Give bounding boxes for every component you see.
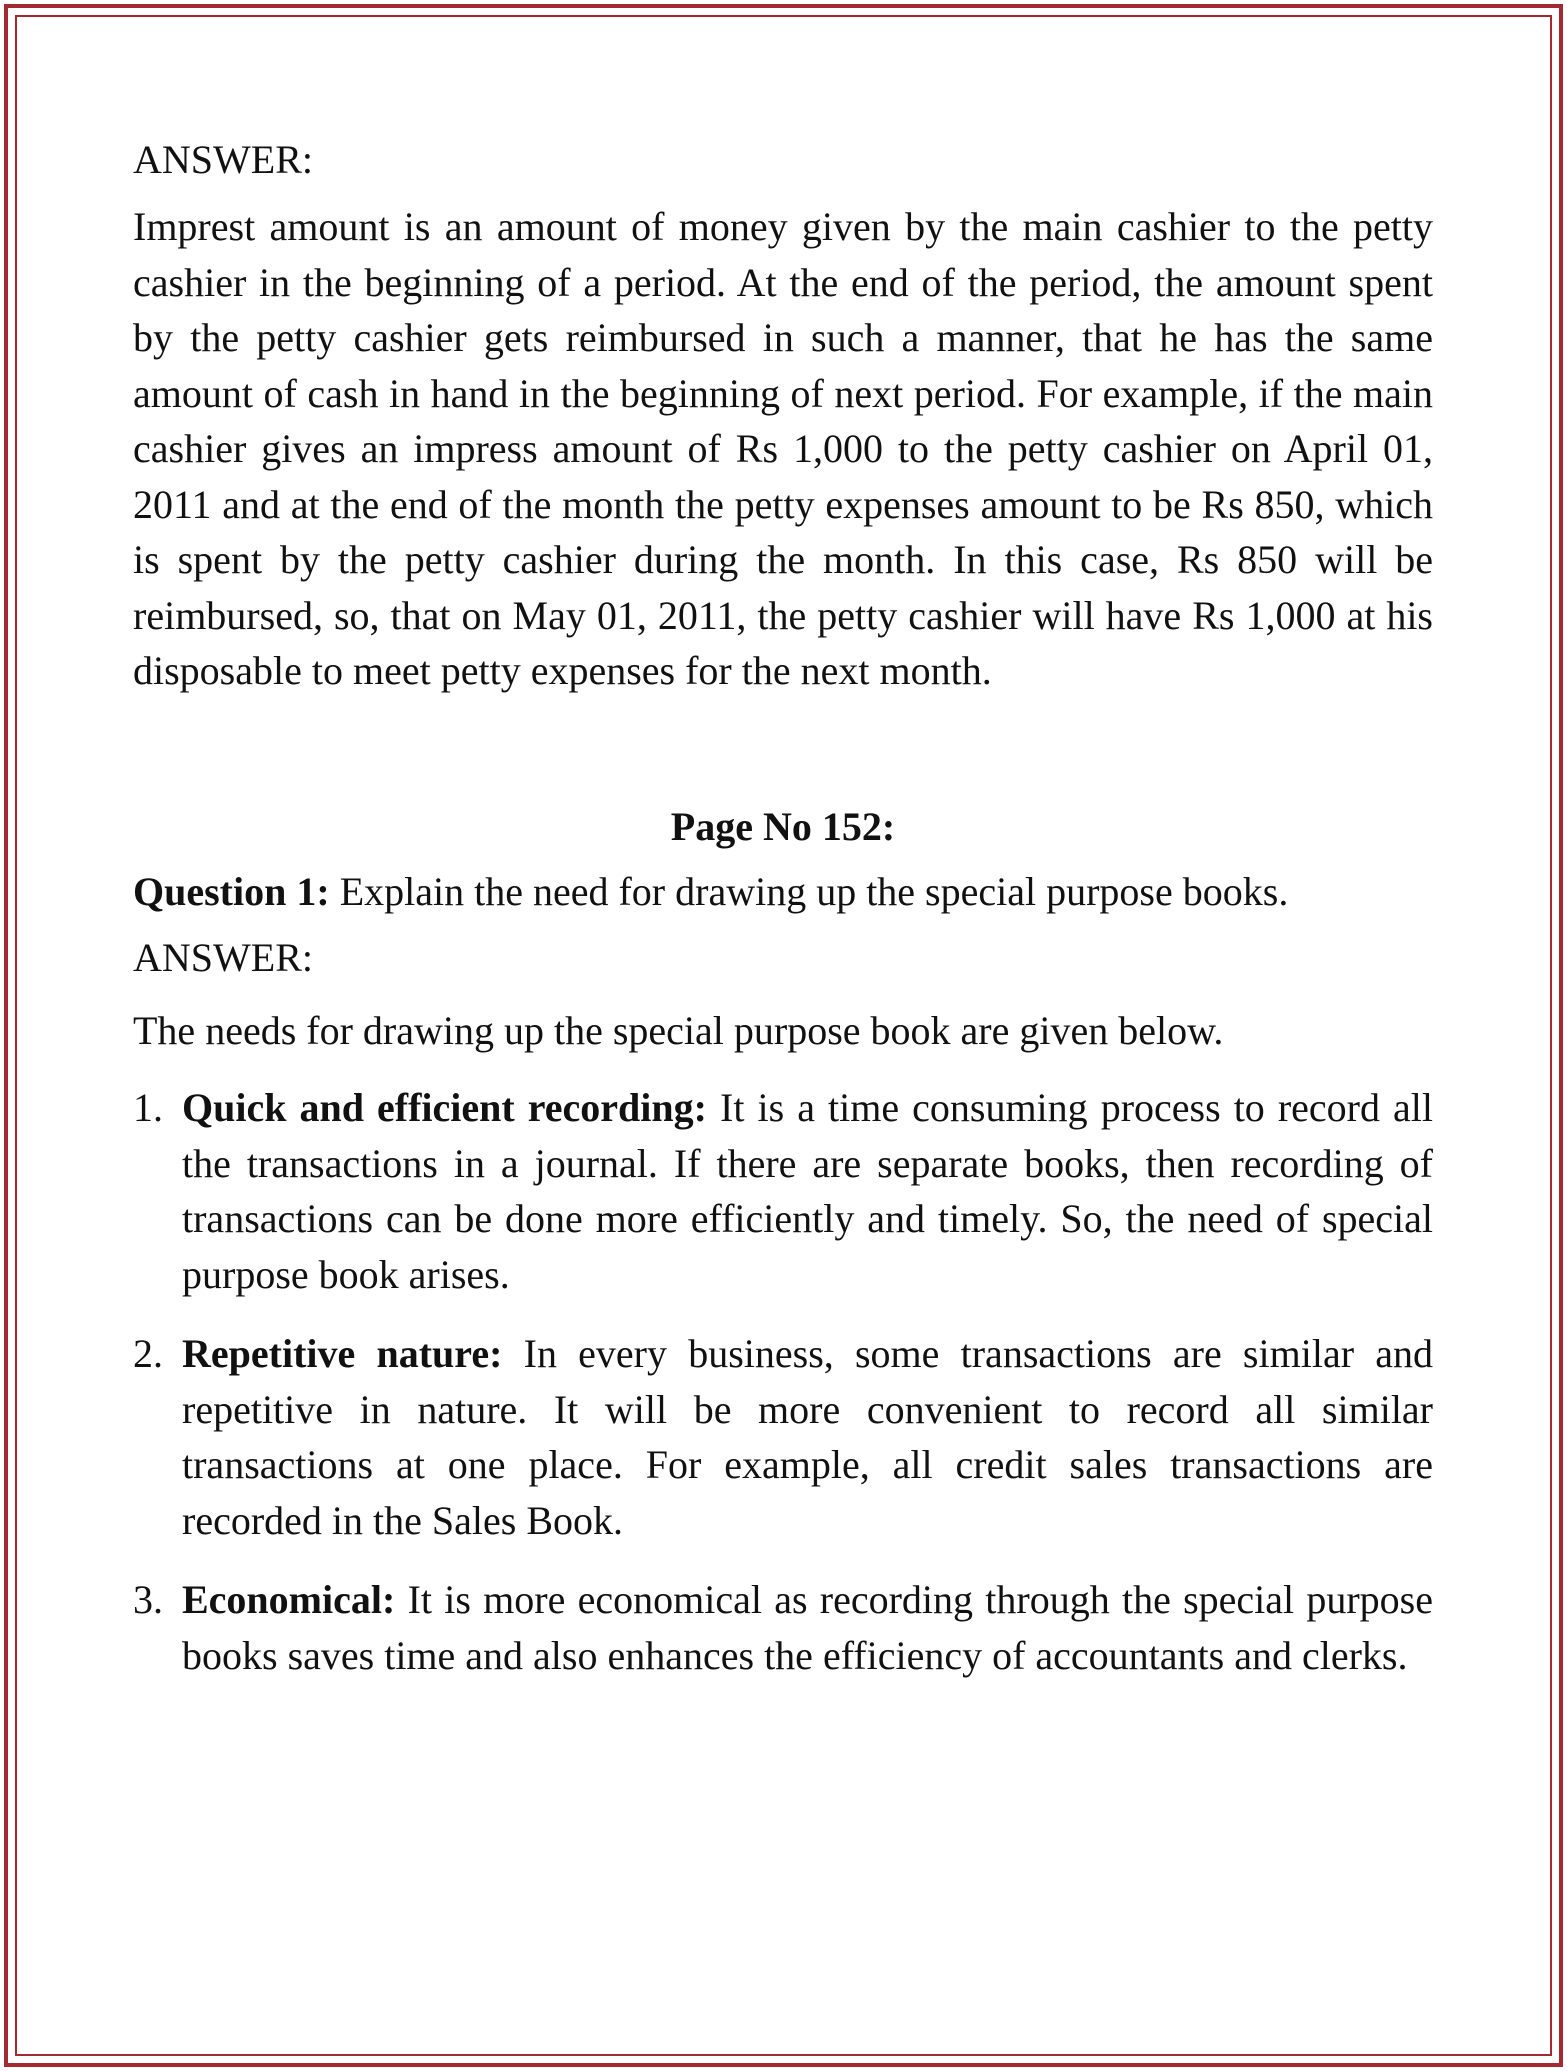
- answer-label: ANSWER:: [133, 934, 313, 980]
- question-text: Explain the need for drawing up the special purpose books.: [339, 868, 1289, 914]
- answer-intro: The needs for drawing up the special purpose book are given below.: [133, 1007, 1224, 1053]
- list-item-number: 1.: [133, 1085, 163, 1130]
- list-item-title: Repetitive nature:: [182, 1331, 503, 1376]
- list-item: [133, 1080, 1433, 1302]
- list-item-number: 2.: [133, 1331, 163, 1376]
- document-content: [133, 132, 1433, 1683]
- page-number-heading: Page No 152:: [670, 803, 896, 849]
- needs-list: [133, 1080, 1433, 1683]
- list-item-number: 3.: [133, 1577, 163, 1622]
- list-item: [133, 1326, 1433, 1548]
- answer-paragraph: Imprest amount is an amount of money given by the main cashier to the petty cashier in the beginning of a period. At the end of the period, the amount spent by the petty cashier gets reimbursed in such a manner, that he has the same amount of cash in hand in the beginning of next period. For example, if the main cashier gives an impress amount of Rs 1,000 to the petty cashier on April 01, 2011 and at the end of the month the petty expenses amount to be Rs 850, which is spent by the petty cashier during the month. In this case, Rs 850 will be reimbursed, so, that on May 01, 2011, the petty cashier will have Rs 1,000 at his disposable to meet petty expenses for the next month.: [133, 204, 1433, 693]
- list-item-text: In every business, some transactions are similar and repetitive in nature. It will be more convenient to record all similar transactions at one place. For example, all credit sales transactions are recorded in the Sales Book.: [182, 1331, 1433, 1543]
- list-item-title: Quick and efficient recording:: [182, 1085, 707, 1130]
- question-line: [133, 864, 1433, 919]
- list-item: [133, 1572, 1433, 1683]
- list-item-title: Economical:: [182, 1577, 396, 1622]
- question-label: Question 1:: [133, 868, 330, 914]
- list-item-text: It is more economical as recording through the special purpose books saves time and also enhances the efficiency of accountants and clerks.: [182, 1577, 1434, 1678]
- answer-label: ANSWER:: [133, 137, 313, 182]
- list-item-text: It is a time consuming process to record all the transactions in a journal. If there are separate books, then recording of transactions can be done more efficiently and timely. So, the need of special purpose book arises.: [182, 1085, 1434, 1297]
